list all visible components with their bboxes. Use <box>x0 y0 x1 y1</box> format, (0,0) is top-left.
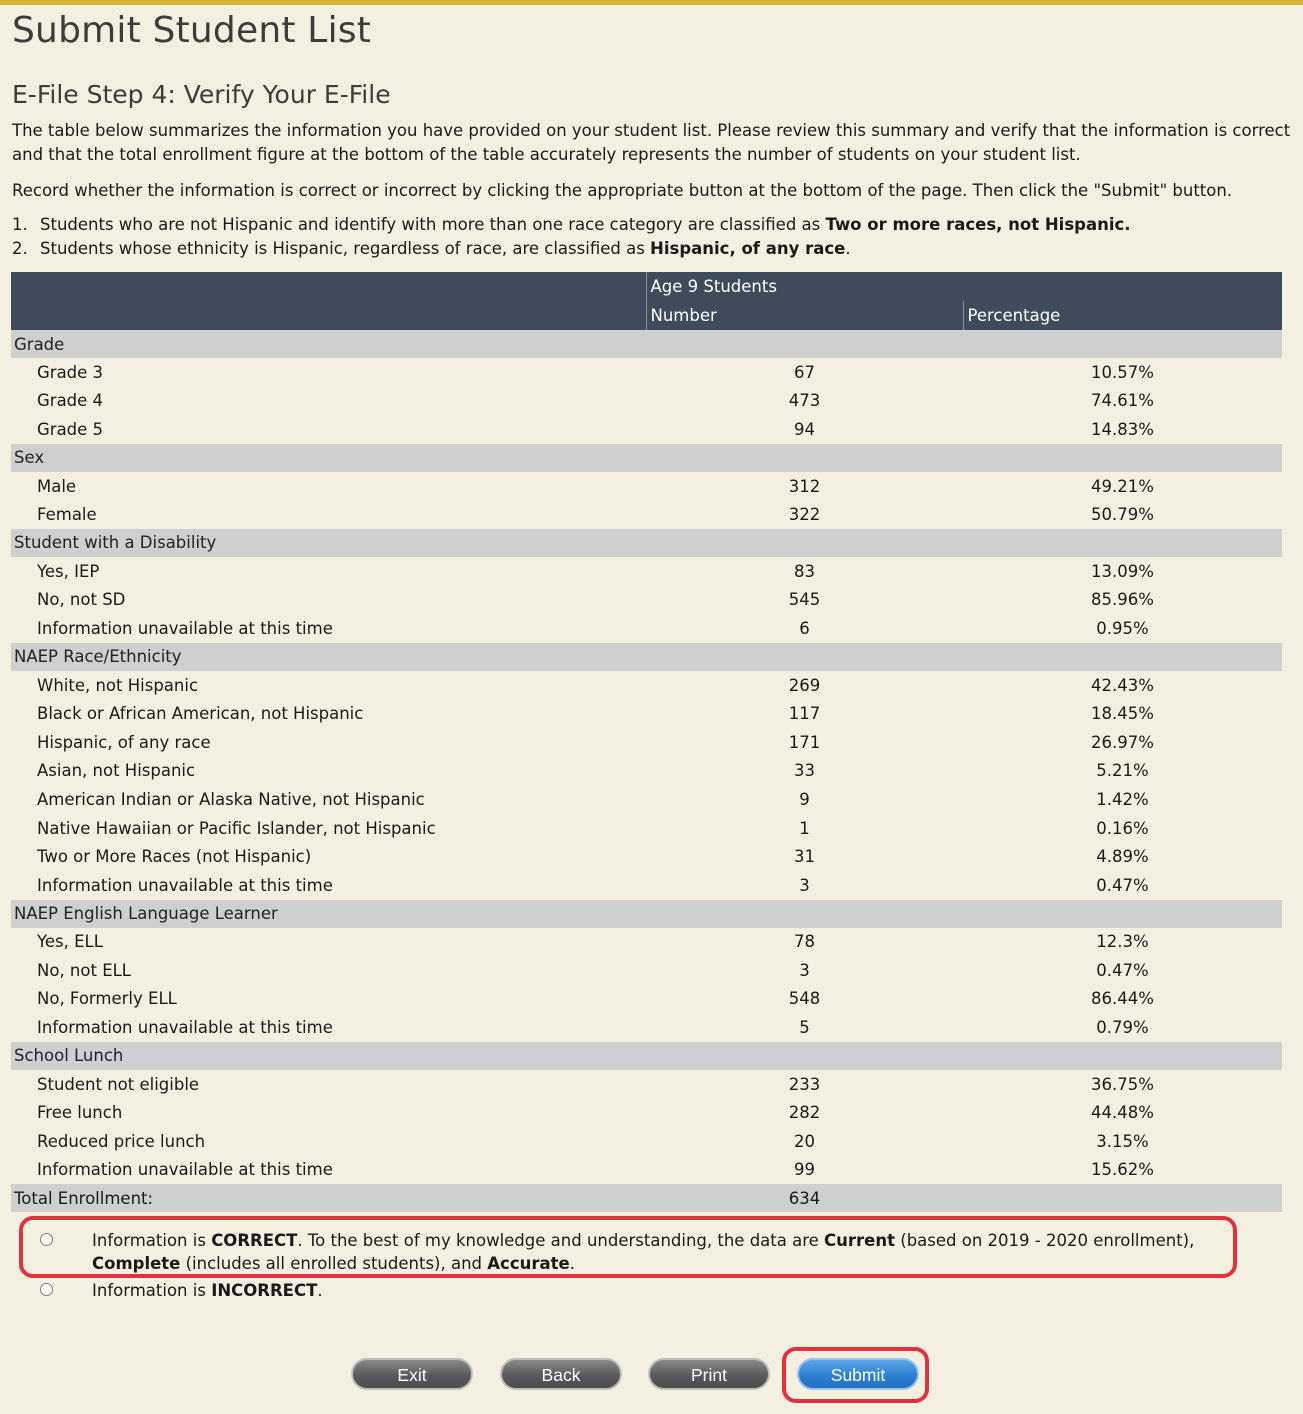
category-label: School Lunch <box>11 1042 1282 1070</box>
row-label: Information unavailable at this time <box>11 1156 646 1185</box>
instructions-text: Record whether the information is correct or incorrect by clicking the appropriate button at the bottom of the page. Then click the "Submit" button. <box>12 181 1233 200</box>
row-number: 33 <box>646 757 963 786</box>
header-percentage: Percentage <box>963 301 1282 330</box>
table-row <box>11 1013 1282 1042</box>
row-percentage: 15.62% <box>963 1156 1282 1185</box>
row-number: 545 <box>646 586 963 615</box>
note-item: 1. Students who are not Hispanic and identify with more than one race category are classified as Two or more races, not Hispanic. <box>12 215 1131 234</box>
intro-text: The table below summarizes the information you have provided on your student list. Please review this summary and verify that the information is correct and that the total enrollment figure at the bottom of the table accurately represents the number of students on your student list. <box>12 121 1291 164</box>
table-row <box>11 1127 1282 1156</box>
table-body <box>11 330 1282 1184</box>
submit-button[interactable]: Submit <box>797 1358 919 1390</box>
category-row <box>11 900 1282 928</box>
header-number: Number <box>646 301 963 330</box>
row-percentage: 4.89% <box>963 842 1282 871</box>
summary-table <box>11 272 1282 1212</box>
option-incorrect-label[interactable]: Information is INCORRECT. <box>92 1281 323 1300</box>
table-row <box>11 1156 1282 1185</box>
row-percentage: 18.45% <box>963 699 1282 728</box>
submit-button-highlight <box>782 1347 929 1403</box>
table-row <box>11 472 1282 501</box>
row-number: 5 <box>646 1013 963 1042</box>
table-row <box>11 1070 1282 1099</box>
row-percentage: 86.44% <box>963 985 1282 1014</box>
row-number: 78 <box>646 928 963 957</box>
row-label: Grade 3 <box>11 358 646 387</box>
row-percentage: 10.57% <box>963 358 1282 387</box>
table-row <box>11 415 1282 444</box>
row-percentage: 5.21% <box>963 757 1282 786</box>
row-percentage: 12.3% <box>963 928 1282 957</box>
row-label: White, not Hispanic <box>11 671 646 700</box>
row-label: Native Hawaiian or Pacific Islander, not Hispanic <box>11 814 646 843</box>
option-correct-label[interactable]: Information is CORRECT. To the best of my knowledge and understanding, the data are Current (based on 2019 - 2020 enrollment), Complete (includes all enrolled students), and Accurate. <box>92 1231 1195 1273</box>
row-percentage: 44.48% <box>963 1098 1282 1127</box>
row-percentage: 13.09% <box>963 557 1282 586</box>
row-number: 6 <box>646 614 963 643</box>
total-label: Total Enrollment: <box>11 1184 646 1212</box>
row-number: 3 <box>646 871 963 900</box>
option-incorrect[interactable] <box>40 1279 1240 1303</box>
table-row <box>11 985 1282 1014</box>
row-number: 548 <box>646 985 963 1014</box>
row-percentage: 0.79% <box>963 1013 1282 1042</box>
table-row <box>11 928 1282 957</box>
row-percentage: 50.79% <box>963 500 1282 529</box>
table-row <box>11 699 1282 728</box>
row-number: 233 <box>646 1070 963 1099</box>
row-number: 171 <box>646 728 963 757</box>
row-label: Asian, not Hispanic <box>11 757 646 786</box>
table-row <box>11 586 1282 615</box>
row-label: Information unavailable at this time <box>11 1013 646 1042</box>
row-number: 99 <box>646 1156 963 1185</box>
row-percentage: 3.15% <box>963 1127 1282 1156</box>
row-label: Two or More Races (not Hispanic) <box>11 842 646 871</box>
table-row <box>11 358 1282 387</box>
row-number: 31 <box>646 842 963 871</box>
row-number: 83 <box>646 557 963 586</box>
print-button[interactable]: Print <box>648 1358 770 1390</box>
step-title: E-File Step 4: Verify Your E-File <box>12 80 391 109</box>
category-row <box>11 643 1282 671</box>
row-number: 20 <box>646 1127 963 1156</box>
row-percentage: 26.97% <box>963 728 1282 757</box>
total-number: 634 <box>646 1184 963 1212</box>
table-row <box>11 814 1282 843</box>
table-row <box>11 728 1282 757</box>
table-header-row <box>11 272 1282 301</box>
row-label: Grade 4 <box>11 387 646 416</box>
row-number: 9 <box>646 785 963 814</box>
row-percentage: 42.43% <box>963 671 1282 700</box>
top-accent-bar <box>0 0 1303 5</box>
table-row <box>11 387 1282 416</box>
row-label: Student not eligible <box>11 1070 646 1099</box>
row-percentage: 1.42% <box>963 785 1282 814</box>
header-blank-cell <box>11 301 646 330</box>
row-label: Grade 5 <box>11 415 646 444</box>
row-label: Information unavailable at this time <box>11 871 646 900</box>
category-label: NAEP Race/Ethnicity <box>11 643 1282 671</box>
category-label: NAEP English Language Learner <box>11 900 1282 928</box>
row-percentage: 49.21% <box>963 472 1282 501</box>
category-label: Student with a Disability <box>11 529 1282 557</box>
row-percentage: 0.95% <box>963 614 1282 643</box>
total-empty-cell <box>963 1184 1282 1212</box>
row-number: 117 <box>646 699 963 728</box>
row-percentage: 0.47% <box>963 956 1282 985</box>
row-label: No, Formerly ELL <box>11 985 646 1014</box>
row-number: 1 <box>646 814 963 843</box>
category-row <box>11 529 1282 557</box>
row-label: Free lunch <box>11 1098 646 1127</box>
row-label: Yes, IEP <box>11 557 646 586</box>
back-button[interactable]: Back <box>500 1358 622 1390</box>
category-label: Grade <box>11 330 1282 358</box>
table-row <box>11 871 1282 900</box>
row-label: Information unavailable at this time <box>11 614 646 643</box>
table-row <box>11 785 1282 814</box>
row-label: Yes, ELL <box>11 928 646 957</box>
row-percentage: 0.47% <box>963 871 1282 900</box>
table-row <box>11 956 1282 985</box>
classification-notes <box>12 213 1292 261</box>
row-label: Hispanic, of any race <box>11 728 646 757</box>
header-age-group: Age 9 Students <box>646 272 1282 301</box>
row-number: 322 <box>646 500 963 529</box>
row-percentage: 14.83% <box>963 415 1282 444</box>
row-label: American Indian or Alaska Native, not Hispanic <box>11 785 646 814</box>
category-row <box>11 1042 1282 1070</box>
correct-option-highlight <box>19 1216 1237 1278</box>
row-label: No, not SD <box>11 586 646 615</box>
row-label: Black or African American, not Hispanic <box>11 699 646 728</box>
row-number: 312 <box>646 472 963 501</box>
table-row <box>11 557 1282 586</box>
table-row <box>11 1098 1282 1127</box>
row-number: 94 <box>646 415 963 444</box>
row-percentage: 0.16% <box>963 814 1282 843</box>
row-number: 3 <box>646 956 963 985</box>
table-row <box>11 757 1282 786</box>
category-label: Sex <box>11 444 1282 472</box>
table-row <box>11 500 1282 529</box>
table-row <box>11 614 1282 643</box>
row-number: 473 <box>646 387 963 416</box>
category-row <box>11 444 1282 472</box>
page-title: Submit Student List <box>12 10 372 51</box>
row-number: 282 <box>646 1098 963 1127</box>
table-row <box>11 671 1282 700</box>
row-label: No, not ELL <box>11 956 646 985</box>
row-number: 67 <box>646 358 963 387</box>
row-percentage: 36.75% <box>963 1070 1282 1099</box>
row-percentage: 85.96% <box>963 586 1282 615</box>
row-label: Female <box>11 500 646 529</box>
row-label: Male <box>11 472 646 501</box>
row-label: Reduced price lunch <box>11 1127 646 1156</box>
category-row <box>11 330 1282 358</box>
header-blank-cell <box>11 272 646 301</box>
table-row <box>11 842 1282 871</box>
total-row <box>11 1184 1282 1212</box>
row-percentage: 74.61% <box>963 387 1282 416</box>
table-header-row <box>11 301 1282 330</box>
note-item: 2. Students whose ethnicity is Hispanic, regardless of race, are classified as Hispanic, of any race. <box>12 239 851 258</box>
row-number: 269 <box>646 671 963 700</box>
radio-incorrect[interactable] <box>40 1283 53 1296</box>
exit-button[interactable]: Exit <box>351 1358 473 1390</box>
